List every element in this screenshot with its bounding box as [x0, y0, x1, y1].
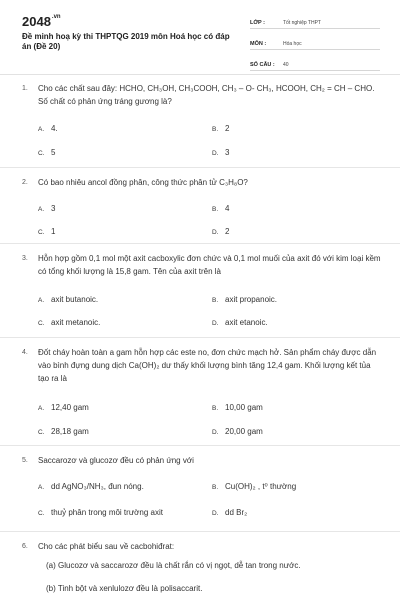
- option-text: 5: [51, 148, 56, 157]
- question-number: 1.: [22, 85, 28, 92]
- option-b[interactable]: [212, 401, 263, 415]
- option-text: Cu(OH)₂ , t⁰ thường: [225, 482, 297, 491]
- question-4: [22, 346, 382, 440]
- meta-value: 40: [283, 62, 289, 68]
- option-a[interactable]: [38, 202, 55, 216]
- question-number: 6.: [22, 543, 28, 550]
- option-letter: C.: [38, 510, 45, 517]
- option-a[interactable]: [38, 401, 89, 415]
- meta-value: Tốt nghiệp THPT: [283, 20, 321, 26]
- question-divider: [0, 167, 400, 168]
- option-letter: D.: [212, 229, 219, 236]
- option-c[interactable]: [38, 146, 55, 160]
- question-divider: [0, 337, 400, 338]
- statement-a: (a) Glucozơ và saccarozơ đều là chất rắn có vị ngọt, dễ tan trong nước.: [46, 561, 301, 570]
- option-d[interactable]: [212, 146, 229, 160]
- option-d[interactable]: [212, 425, 263, 439]
- option-letter: D.: [212, 510, 219, 517]
- option-text: dd Br₂: [225, 508, 248, 517]
- option-d[interactable]: [212, 506, 247, 520]
- option-text: 3: [225, 148, 230, 157]
- question-text: Đốt cháy hoàn toàn a gam hỗn hợp các este no, đơn chức mạch hở. Sản phẩm cháy được dẫn vào bình đựng dung dịch Ca(OH)₂ dư thấy khối lượng bình tăng 12,4 gam. Khối lượng kết tủa tạo ra là: [38, 348, 377, 383]
- question-5: [22, 454, 382, 524]
- option-a[interactable]: [38, 122, 58, 136]
- option-a[interactable]: [38, 293, 98, 307]
- option-b[interactable]: [212, 202, 229, 216]
- question-divider: [0, 243, 400, 244]
- option-text: 28,18 gam: [51, 427, 89, 436]
- option-letter: C.: [38, 150, 45, 157]
- option-letter: D.: [212, 429, 219, 436]
- exam-meta: [250, 14, 380, 77]
- option-letter: B.: [212, 484, 219, 491]
- option-text: axit etanoic.: [225, 318, 268, 327]
- option-c[interactable]: [38, 506, 163, 520]
- option-text: dd AgNO₃/NH₃, đun nóng.: [51, 482, 144, 491]
- option-letter: C.: [38, 320, 45, 327]
- question-text: Saccarozơ và glucozơ đều có phản ứng với: [38, 456, 194, 465]
- option-letter: D.: [212, 150, 219, 157]
- option-letter: A.: [38, 126, 45, 133]
- option-letter: B.: [212, 206, 219, 213]
- site-logo[interactable]: [22, 14, 61, 29]
- question-divider: [0, 531, 400, 532]
- option-text: 3: [51, 204, 56, 213]
- option-letter: D.: [212, 320, 219, 327]
- option-text: 2: [225, 124, 230, 133]
- question-divider: [0, 445, 400, 446]
- header-divider: [0, 74, 400, 75]
- option-letter: B.: [212, 297, 219, 304]
- option-c[interactable]: [38, 425, 89, 439]
- question-text: Có bao nhiêu ancol đồng phân, công thức phân tử C₃H₈O?: [38, 178, 248, 187]
- option-letter: C.: [38, 429, 45, 436]
- logo-main-text: 2048: [22, 14, 51, 29]
- question-2: [22, 176, 382, 236]
- meta-label: MÔN :: [250, 41, 267, 47]
- option-letter: A.: [38, 297, 45, 304]
- option-a[interactable]: [38, 480, 144, 494]
- option-b[interactable]: [212, 480, 296, 494]
- option-text: 1: [51, 227, 56, 236]
- option-d[interactable]: [212, 316, 268, 330]
- option-text: 10,00 gam: [225, 403, 263, 412]
- option-text: axit propanoic.: [225, 295, 278, 304]
- meta-row-subject: [250, 35, 380, 50]
- exam-header: [0, 0, 400, 74]
- question-number: 5.: [22, 457, 28, 464]
- meta-label: SỐ CÂU :: [250, 62, 275, 68]
- option-letter: A.: [38, 405, 45, 412]
- question-number: 3.: [22, 255, 28, 262]
- option-letter: B.: [212, 405, 219, 412]
- option-letter: C.: [38, 229, 45, 236]
- option-text: 20,00 gam: [225, 427, 263, 436]
- option-c[interactable]: [38, 316, 100, 330]
- meta-value: Hóa học: [283, 41, 302, 47]
- option-letter: A.: [38, 206, 45, 213]
- question-text: Cho các phát biểu sau về cacbohiđrat:: [38, 542, 175, 551]
- option-letter: B.: [212, 126, 219, 133]
- question-3: [22, 252, 382, 332]
- option-text: 2: [225, 227, 230, 236]
- meta-row-question-count: [250, 56, 380, 71]
- option-b[interactable]: [212, 293, 277, 307]
- meta-row-class: [250, 14, 380, 29]
- question-number: 4.: [22, 349, 28, 356]
- meta-label: LỚP :: [250, 20, 265, 26]
- option-text: axit butanoic.: [51, 295, 99, 304]
- exam-title: Đề minh hoạ kỳ thi THPTQG 2019 môn Hoá học có đáp án (Đề 20): [22, 32, 230, 51]
- option-text: 12,40 gam: [51, 403, 89, 412]
- option-text: 4.: [51, 124, 58, 133]
- logo-suffix-text: .vn: [51, 14, 61, 20]
- option-b[interactable]: [212, 122, 229, 136]
- option-text: thuỷ phân trong môi trường axit: [51, 508, 163, 517]
- option-text: 4: [225, 204, 230, 213]
- option-c[interactable]: [38, 225, 55, 239]
- question-1: [22, 82, 382, 162]
- question-text: Hỗn hợp gồm 0,1 mol một axit cacboxylic đơn chức và 0,1 mol muối của axit đó với kim loại kềm có tổng khối lượng là 15,8 gam. Tên của axit trên là: [38, 254, 381, 276]
- option-text: axit metanoic.: [51, 318, 101, 327]
- question-text: Cho các chất sau đây: HCHO, CH₃OH, CH₃COOH, CH₃ – O- CH₃, HCOOH, CH₂ = CH – CHO. Số chất có phản ứng tráng gương là?: [38, 84, 375, 106]
- option-d[interactable]: [212, 225, 229, 239]
- option-letter: A.: [38, 484, 45, 491]
- statement-b: (b) Tinh bột và xenlulozơ đều là polisaccarit.: [46, 584, 203, 593]
- question-number: 2.: [22, 179, 28, 186]
